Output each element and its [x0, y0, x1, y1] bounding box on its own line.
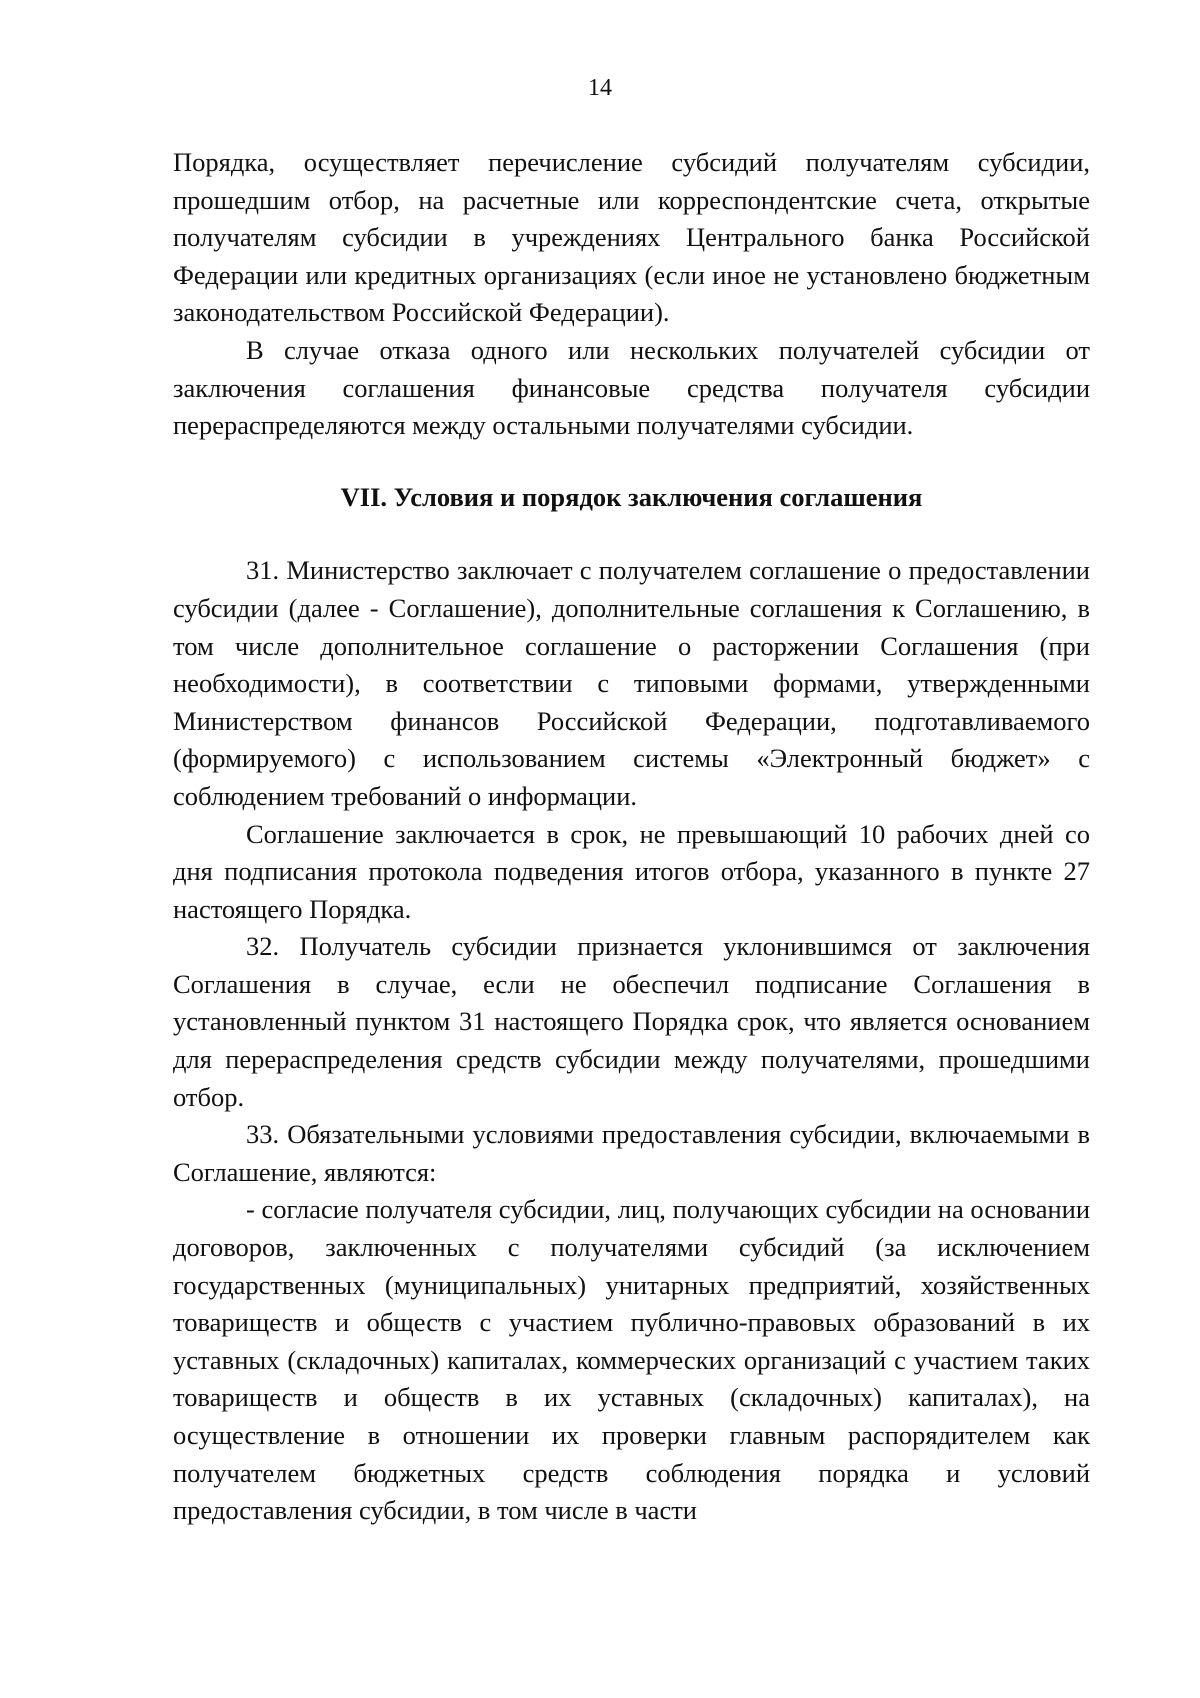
page-number: 14: [588, 75, 612, 101]
paragraph-refusal-redistribution: В случае отказа одного или нескольких получателей субсидии от заключения соглашения финансовые средства получателя субсидии перераспределяются между остальными получателями субсидии.: [173, 334, 1090, 441]
paragraph-33-consent-item: - согласие получателя субсидии, лиц, получающих субсидии на основании договоров, заключенных с получателями субсидий (за исключением государственных (муниципальных) унитарных предприятий, хозяйственных товариществ и обществ с участием публично-правовых образований в их уставных (складочных) капиталах, коммерческих организаций с участием таких товариществ и обществ в их уставных (складочных) капиталах), на осуществление в отношении их проверки главным распорядителем как получателем бюджетных средств соблюдения порядка и условий предоставления субсидии, в том числе в части: [173, 1194, 1090, 1526]
document-body: [173, 144, 1090, 1530]
paragraph-31-term: Соглашение заключается в срок, не превышающий 10 рабочих дней со дня подписания протокола подведения итогов отбора, указанного в пункте 27 настоящего Порядка.: [173, 818, 1090, 924]
section-heading: VII. Условия и порядок заключения соглашения: [340, 481, 923, 512]
paragraph-32: 32. Получатель субсидии признается уклонившимся от заключения Соглашения в случае, если не обеспечил подписание Соглашения в установленный пунктом 31 настоящего Порядка срок, что является основанием для перераспределения средств субсидии между получателями, прошедшими отбор.: [173, 931, 1090, 1112]
paragraph-31: 31. Министерство заключает с получателем соглашение о предоставлении субсидии (далее - Соглашение), дополнительные соглашения к Соглашению, в том числе дополнительное соглашение о расторжении Соглашения (при необходимости), в соответствии с типовыми формами, утвержденными Министерством финансов Российской Федерации, подготавливаемого (формируемого) с использованием системы «Электронный бюджет» с соблюдением требований о информации.: [173, 555, 1090, 811]
paragraph-continuation: Порядка, осуществляет перечисление субсидий получателям субсидии, прошедшим отбор, на расчетные или корреспондентские счета, открытые получателям субсидии в учреждениях Центрального банка Российской Федерации или кредитных организациях (если иное не установлено бюджетным законодательством Российской Федерации).: [173, 147, 1090, 328]
paragraph-33: 33. Обязательными условиями предоставления субсидии, включаемыми в Соглашение, являются:: [173, 1119, 1090, 1187]
